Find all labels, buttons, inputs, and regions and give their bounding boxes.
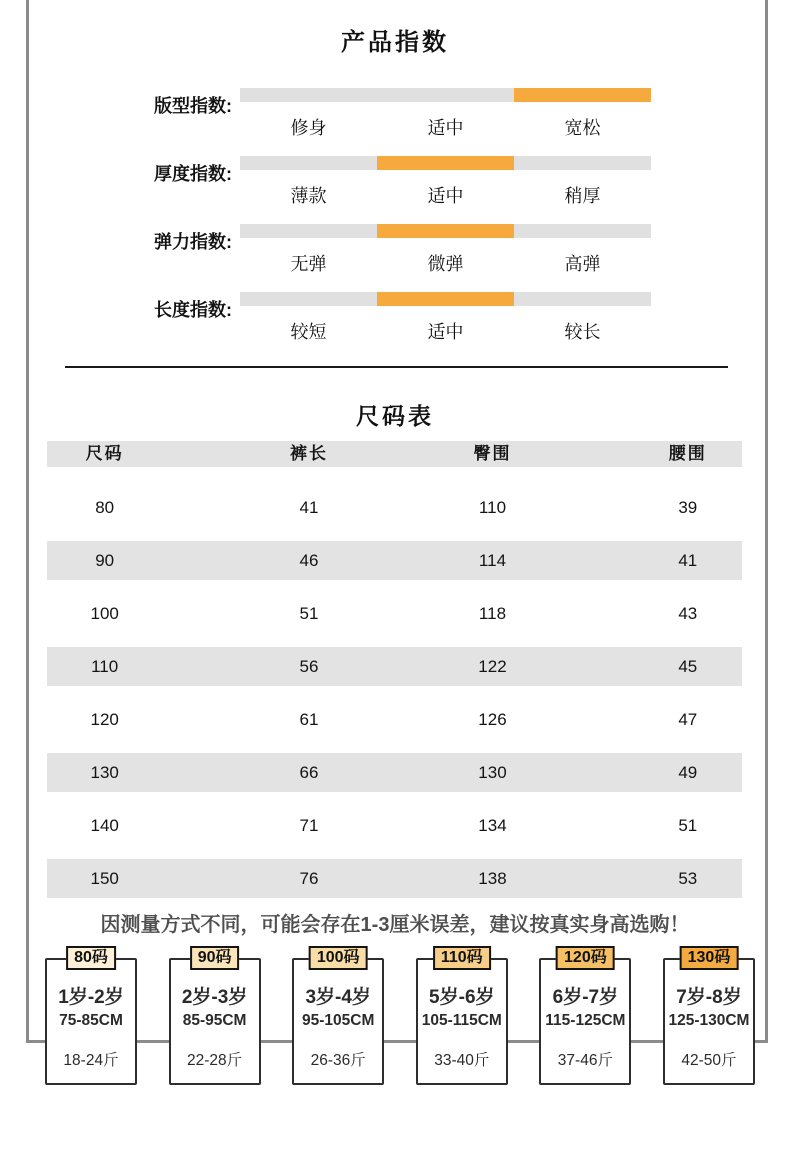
index-options — [240, 250, 651, 276]
index-bar-track — [240, 156, 651, 170]
cell-pants-length: 71 — [299, 816, 319, 835]
index-row-fit — [0, 88, 790, 150]
index-options — [240, 114, 651, 140]
height-range: 85-95CM — [182, 1012, 247, 1029]
cell-pants-length: 76 — [299, 869, 319, 888]
size-card-box — [169, 958, 261, 1085]
cell-waist: 51 — [678, 816, 698, 835]
index-row-thickness — [0, 156, 790, 218]
cell-pants-length: 46 — [299, 551, 319, 570]
cell-size: 130 — [90, 763, 119, 782]
size-card-130 — [663, 946, 755, 1085]
age-range: 3岁-4岁 — [305, 987, 371, 1008]
cell-pants-length: 66 — [299, 763, 319, 782]
cell-size: 150 — [90, 869, 119, 888]
size-card-120 — [539, 946, 631, 1085]
cell-waist: 49 — [678, 763, 698, 782]
index-option: 宽松 — [564, 118, 601, 138]
index-bar-track — [240, 88, 651, 102]
age-range: 1岁-2岁 — [58, 987, 124, 1008]
table-row — [47, 534, 742, 587]
cell-waist: 45 — [678, 657, 698, 676]
index-row-elasticity — [0, 224, 790, 286]
size-card-box — [539, 958, 631, 1085]
size-card-100 — [292, 946, 384, 1085]
height-range: 105-115CM — [421, 1012, 502, 1029]
cell-hip: 122 — [478, 657, 507, 676]
size-card-box — [663, 958, 755, 1085]
table-row — [47, 693, 742, 746]
table-row — [47, 481, 742, 534]
cell-size: 110 — [91, 657, 119, 676]
cell-pants-length: 41 — [299, 498, 319, 517]
index-option: 稍厚 — [564, 186, 601, 206]
cell-hip: 138 — [478, 869, 507, 888]
index-bar-highlight — [377, 156, 514, 170]
weight-range: 37-46斤 — [557, 1052, 613, 1069]
size-card-110 — [416, 946, 508, 1085]
height-range: 115-125CM — [545, 1012, 626, 1029]
product-index-title: 产品指数 — [341, 29, 449, 56]
cell-size: 140 — [90, 816, 119, 835]
cell-hip: 134 — [478, 816, 507, 835]
height-range: 125-130CM — [668, 1012, 750, 1029]
cell-size: 90 — [95, 551, 115, 570]
size-table-header — [47, 441, 742, 467]
index-option: 修身 — [290, 118, 327, 138]
size-tag: 110码 — [433, 946, 491, 970]
size-table-body — [47, 481, 742, 905]
weight-range: 42-50斤 — [681, 1052, 737, 1069]
column-header-size: 尺码 — [85, 444, 124, 463]
index-option: 薄款 — [290, 186, 327, 206]
cell-hip: 110 — [478, 498, 507, 517]
cell-waist: 47 — [678, 710, 698, 729]
weight-range: 18-24斤 — [63, 1052, 119, 1069]
column-header-pants-length: 裤长 — [290, 444, 328, 463]
index-option: 较长 — [564, 322, 601, 342]
index-label: 版型指数: — [154, 96, 232, 116]
age-range: 2岁-3岁 — [181, 987, 248, 1008]
column-header-waist: 腰围 — [668, 444, 707, 463]
cell-hip: 130 — [478, 763, 507, 782]
cell-waist: 39 — [678, 498, 698, 517]
table-row — [47, 852, 742, 905]
cell-waist: 43 — [678, 604, 698, 623]
index-bar-track — [240, 224, 651, 238]
index-bar-track — [240, 292, 651, 306]
size-cards — [45, 946, 755, 1085]
index-bar-highlight — [377, 224, 514, 238]
cell-waist: 53 — [678, 869, 698, 888]
size-table-title: 尺码表 — [356, 403, 434, 429]
cell-size: 120 — [90, 710, 119, 729]
section-divider — [65, 366, 728, 368]
index-option: 高弹 — [564, 254, 601, 274]
size-card-box — [292, 958, 384, 1085]
size-card-90 — [169, 946, 261, 1085]
size-card-80 — [45, 946, 137, 1085]
cell-pants-length: 56 — [299, 657, 319, 676]
column-header-hip: 臀围 — [473, 444, 512, 463]
height-range: 75-85CM — [59, 1012, 123, 1029]
index-option: 微弹 — [427, 254, 464, 274]
table-row — [47, 746, 742, 799]
cell-hip: 114 — [478, 551, 507, 570]
size-tag: 80码 — [66, 946, 116, 970]
cell-hip: 118 — [478, 604, 507, 623]
cell-pants-length: 51 — [299, 604, 319, 623]
index-label: 弹力指数: — [154, 232, 232, 252]
index-row-length — [0, 292, 790, 354]
size-tag: 90码 — [190, 946, 240, 970]
age-range: 7岁-8岁 — [676, 987, 742, 1008]
height-range: 95-105CM — [302, 1012, 375, 1029]
size-card-box — [416, 958, 508, 1085]
index-option: 适中 — [427, 322, 464, 342]
index-options — [240, 318, 651, 344]
index-label: 长度指数: — [154, 300, 232, 320]
table-row — [47, 587, 742, 640]
weight-range: 26-36斤 — [310, 1052, 366, 1069]
index-option: 适中 — [427, 118, 464, 138]
index-bar-highlight — [514, 88, 651, 102]
cell-waist: 41 — [678, 551, 698, 570]
index-option: 较短 — [290, 322, 327, 342]
cell-pants-length: 61 — [299, 710, 319, 729]
table-row — [47, 640, 742, 693]
size-tag: 100码 — [309, 946, 368, 970]
size-tag: 120码 — [556, 946, 615, 970]
index-bar-highlight — [377, 292, 514, 306]
weight-range: 22-28斤 — [187, 1052, 243, 1069]
size-tag: 130码 — [680, 946, 739, 970]
size-card-box — [45, 958, 137, 1085]
cell-size: 80 — [95, 498, 115, 517]
measurement-note: 因测量方式不同，可能会存在1-3厘米误差，建议按真实身高选购！ — [100, 914, 690, 936]
weight-range: 33-40斤 — [434, 1052, 490, 1069]
size-table — [47, 441, 742, 905]
age-range: 6岁-7岁 — [552, 987, 619, 1008]
cell-size: 100 — [90, 604, 119, 623]
cell-hip: 126 — [478, 710, 507, 729]
index-label: 厚度指数: — [154, 164, 232, 184]
table-row — [47, 799, 742, 852]
index-options — [240, 182, 651, 208]
index-option: 无弹 — [290, 254, 327, 274]
index-option: 适中 — [427, 186, 464, 206]
age-range: 5岁-6岁 — [429, 987, 495, 1008]
